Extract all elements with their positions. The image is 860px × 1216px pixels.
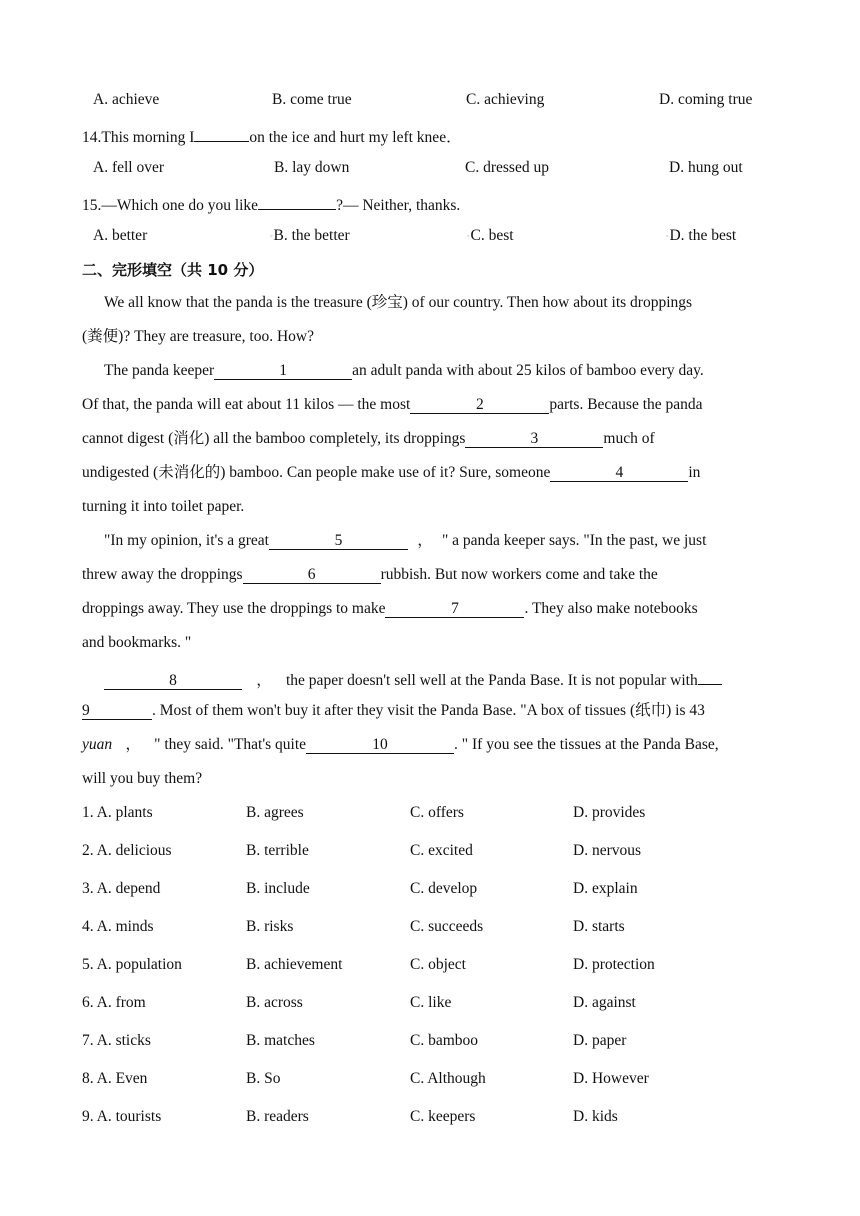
option-4-c: C. succeeds [410,918,484,935]
passage-line: cannot digest (消化) all the bamboo completely, its droppings 3 much of [82,430,655,447]
blank-7: 7 [385,600,524,618]
q13-option-b: B. come true [272,91,352,108]
q15-blank [258,192,336,210]
dot-mark-icon: ◦ [270,232,273,241]
passage-line: 9 . Most of them won't buy it after they visit the Panda Base. "A box of tissues (纸巾) is 43 [82,702,705,719]
option-2-a: 2. A. delicious [82,842,172,859]
passage-line: "In my opinion, it's a great 5 ， " a panda keeper says. "In the past, we just [104,532,707,549]
option-4-a: 4. A. minds [82,918,154,935]
blank-5: 5 [269,532,408,550]
q13-option-c: C. achieving [466,91,545,108]
option-3-b: B. include [246,880,310,897]
blank-10: 10 [306,736,454,754]
blank-3: 3 [465,430,603,448]
q13-option-d: D. coming true [659,91,753,108]
option-3-c: C. develop [410,880,478,897]
option-9-d: D. kids [573,1108,618,1125]
passage-line: 8 ， the paper doesn't sell well at the Panda Base. It is not popular with [104,667,722,691]
option-4-b: B. risks [246,918,294,935]
q14-option-c: C. dressed up [465,159,549,176]
passage-line: turning it into toilet paper. [82,498,245,515]
option-5-d: D. protection [573,956,655,973]
option-2-b: B. terrible [246,842,309,859]
passage-line: The panda keeper 1 an adult panda with about 25 kilos of bamboo every day. [104,362,704,379]
passage-line: droppings away. They use the droppings to make 7 . They also make notebooks [82,600,698,617]
q14-stem: 14.This morning I on the ice and hurt my left knee． [82,124,462,148]
option-6-a: 6. A. from [82,994,146,1011]
q14-option-d: D. hung out [669,159,743,176]
option-8-b: B. So [246,1070,281,1087]
option-7-c: C. bamboo [410,1032,479,1049]
option-3-a: 3. A. depend [82,880,161,897]
blank-9-start [698,667,722,685]
option-5-c: C. object [410,956,466,973]
option-8-d: D. However [573,1070,649,1087]
option-1-a: 1. A. plants [82,804,153,821]
blank-2: 2 [410,396,549,414]
passage-line: will you buy them? [82,770,203,787]
passage-line: undigested (未消化的) bamboo. Can people make use of it? Sure, someone 4 in [82,464,701,481]
blank-9: 9 [82,702,152,720]
option-5-a: 5. A. population [82,956,182,973]
option-1-c: C. offers [410,804,464,821]
option-8-c: C. Although [410,1070,486,1087]
option-4-d: D. starts [573,918,625,935]
option-9-c: C. keepers [410,1108,476,1125]
option-6-b: B. across [246,994,303,1011]
blank-1: 1 [214,362,352,380]
q15-option-c: ◦C. best [467,227,514,244]
q13-option-a: A. achieve [93,91,160,108]
q14-option-a: A. fell over [93,159,165,176]
passage-line: (粪便)? They are treasure, too. How? [82,328,314,345]
q14-option-b: B. lay down [274,159,350,176]
passage-line: threw away the droppings 6 rubbish. But now workers come and take the [82,566,658,583]
option-1-b: B. agrees [246,804,304,821]
passage-line: Of that, the panda will eat about 11 kilos — the most 2 parts. Because the panda [82,396,703,413]
passage-line: We all know that the panda is the treasure (珍宝) of our country. Then how about its droppings [104,294,693,311]
option-1-d: D. provides [573,804,646,821]
option-5-b: B. achievement [246,956,343,973]
blank-8: 8 [104,672,242,690]
option-9-a: 9. A. tourists [82,1108,162,1125]
option-2-d: D. nervous [573,842,642,859]
option-9-b: B. readers [246,1108,309,1125]
dot-mark-icon: ◦ [666,232,669,241]
q15-stem: 15.—Which one do you like ?— Neither, thanks. [82,192,460,216]
q15-option-b: ◦B. the better [270,227,350,244]
option-3-d: D. explain [573,880,638,897]
q15-option-a: A. better [93,227,148,244]
option-6-d: D. against [573,994,636,1011]
blank-4: 4 [550,464,688,482]
section-heading: 二、完形填空（共 10 分） [82,261,264,279]
blank-6: 6 [243,566,381,584]
passage-line: yuan ， " they said. "That's quite 10 . " If you see the tissues at the Panda Base, [82,736,719,753]
dot-mark-icon: ◦ [467,232,470,241]
option-7-b: B. matches [246,1032,315,1049]
q15-option-d: ◦D. the best [666,227,737,244]
passage-line: and bookmarks. " [82,634,192,651]
q14-blank [194,124,249,142]
option-2-c: C. excited [410,842,473,859]
option-8-a: 8. A. Even [82,1070,148,1087]
option-7-a: 7. A. sticks [82,1032,151,1049]
option-7-d: D. paper [573,1032,627,1049]
option-6-c: C. like [410,994,452,1011]
